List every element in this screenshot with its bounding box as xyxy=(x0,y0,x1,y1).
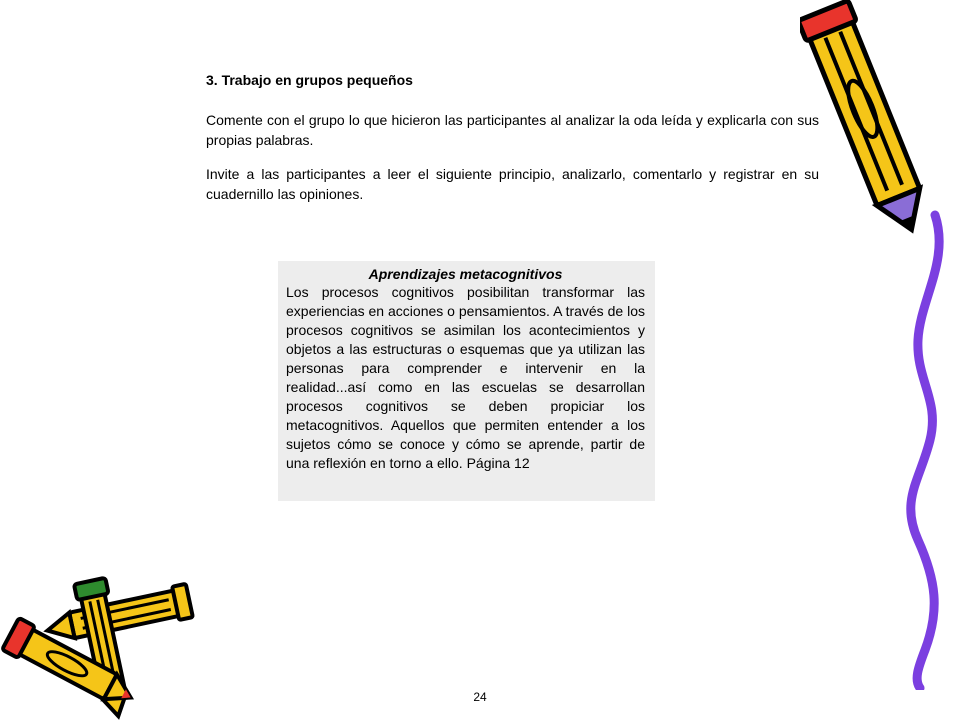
instruction-paragraph-2: Invite a las participantes a leer el siguiente principio, analizarlo, comentarlo y registrar en su cuadernillo las opiniones. xyxy=(206,166,819,202)
section-heading: 3. Trabajo en grupos pequeños xyxy=(206,72,413,88)
principle-box-title: Aprendizajes metacognitivos xyxy=(368,266,563,282)
instruction-paragraph-1: Comente con el grupo lo que hicieron las participantes al analizar la oda leída y explicarla con sus propias palabras. xyxy=(206,112,819,148)
pencils-icon xyxy=(0,570,200,720)
page-number: 24 xyxy=(473,690,487,704)
principle-box xyxy=(278,261,655,501)
principle-box-text: Los procesos cognitivos posibilitan transformar las experiencias en acciones o pensamientos. A través de los procesos cognitivos se asimilan los acontecimientos y objetos a las estructuras o esquemas que ya utilizan las personas para comprender e intervenir en la realidad...así como en las escuelas se desarrollan procesos cognitivos se deben propiciar los metacognitivos. Aquellos que permiten entender a los sujetos cómo se conoce y cómo se aprende, partir de una reflexión en torno a ello. Página 12 xyxy=(286,284,645,471)
purple-squiggle xyxy=(911,215,939,688)
pencil-icon xyxy=(800,0,960,690)
instructions-section xyxy=(206,70,819,218)
